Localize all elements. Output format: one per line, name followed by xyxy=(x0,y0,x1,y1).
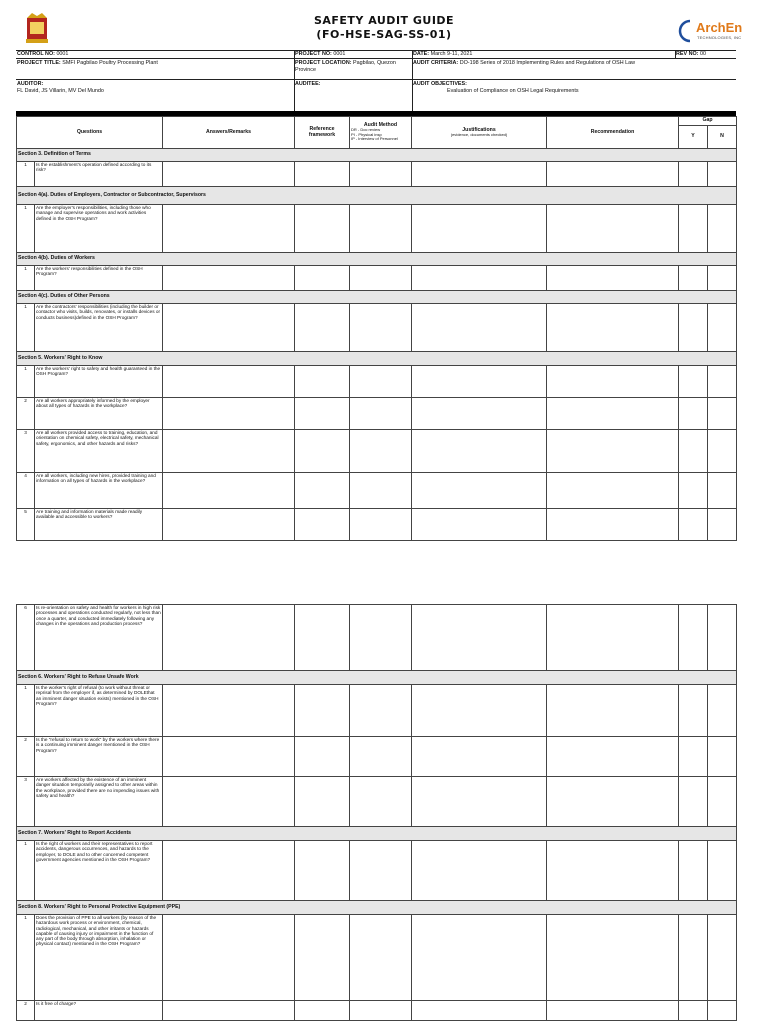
col-answers: Answers/Remarks xyxy=(163,117,295,149)
section-row: Section 4(c). Duties of Other Persons xyxy=(17,291,737,304)
section-row: Section 4(b). Duties of Workers xyxy=(17,253,737,266)
table-row: 1 Is the right of workers and their representatives to report accidents, dangerous occurrences, and hazards to the employer, to DOLE and to other concerned competent government agencies mentioned in the OSH Program? xyxy=(17,841,737,901)
project-location: PROJECT LOCATION: Pagbilao, Quezon Province xyxy=(295,60,396,73)
document-title: SAFETY AUDIT GUIDE xyxy=(313,14,455,27)
document-code: (FO-HSE-SAG-SS-01) xyxy=(316,28,452,41)
table-row: 1 Are the contractors' responsibilities (including the builder or contactor who visits, builds, renovates, or installs devices or conducts business)defined in the OSH Program? xyxy=(17,304,737,352)
col-questions: Questions xyxy=(17,117,163,149)
logo-text: ArchEn xyxy=(696,20,743,35)
table-row: 2 Is it free of charge? xyxy=(17,1001,737,1021)
project-title: PROJECT TITLE: SMFI Pagbilao Poultry Processing Plant xyxy=(17,60,158,66)
table-row: 6 Is re-orientation on safety and health for workers in high risk processes and operations conducted regularly, not less than once a quarter, and conducted immediately following any changes in the operations and production process? xyxy=(17,605,737,671)
col-reference: Reference framework xyxy=(295,117,350,149)
table-row: 1 Are the employer's responsibilities, including those who manage and supervise operations and work activities defined in the OSH Program? xyxy=(17,205,737,253)
auditee: AUDITEE: xyxy=(295,81,321,87)
col-audit-method: Audit Method DR - Doc review PI - Physical insp IP - Interview of Personnel xyxy=(350,117,412,149)
control-no: CONTROL NO: 0001 xyxy=(17,51,69,57)
table-row: 1 Are the workers' right to safety and health guaranteed in the OSH Program? xyxy=(17,366,737,398)
audit-criteria: AUDIT CRITERIA: DO-198 Series of 2018 Implementing Rules and Regulations of OSH Law xyxy=(413,60,636,66)
table-row: 4 Are all workers, including new hires, provided training and information on all types of hazards in the workplace? xyxy=(17,473,737,509)
section-row: Section 3. Definition of Terms xyxy=(17,149,737,162)
col-gap-n: N xyxy=(708,126,737,149)
section-row: Section 5. Workers' Right to Know xyxy=(17,352,737,366)
audit-table-page-1 xyxy=(16,116,737,541)
table-row: 1 Are the workers' responsibilities defined in the OSH Program? xyxy=(17,266,737,291)
section-row: Section 8. Workers' Right to Personal Protective Equipment (PPE) xyxy=(17,901,737,915)
section-row: Section 4(a). Duties of Employers, Contractor or Subcontractor, Supervisors xyxy=(17,187,737,205)
table-row: 2 Is the "refusal to return to work" by the workers where there is a continuing imminent danger mentioned in the OSH Program? xyxy=(17,737,737,777)
table-row: 1 Does the provision of PPE to all workers (by reason of the hazardous work process or environment, chemical, radiological, mechanical, and other irritants or hazards capable of causing injury or impairment in the function of any part of the body through absorption, inhalation or physical contact) mentioned in the OSH Program? xyxy=(17,915,737,1001)
page-gap xyxy=(0,560,768,598)
rev-no: REV NO: 00 xyxy=(676,51,706,57)
table-row: 2 Are all workers appropriately informed by the employer about all types of hazards in the workplace? xyxy=(17,398,737,430)
logo-subtext: TECHNOLOGIES, INC xyxy=(697,35,742,40)
project-no: PROJECT NO: 0001 xyxy=(295,51,346,57)
table-row: 1 Is the worker's right of refusal (to work without threat or reprisal from the employer if, as determined by DOLEthat an imminent danger situation exists) mentioned in the OSH Program? xyxy=(17,685,737,737)
col-gap: Gap xyxy=(679,117,737,126)
page-2 xyxy=(0,598,768,1024)
auditor: AUDITOR: FL David, JS Villarin, MV Del Mundo xyxy=(17,81,104,94)
section-row: Section 6. Workers' Right to Refuse Unsafe Work xyxy=(17,671,737,685)
table-row: 1 Is the establishment's operation defined according to its risk? xyxy=(17,162,737,187)
table-row: 3 Are workers affected by the existence of an imminent danger situation temporarily assigned to other areas within the workplace, provided there are no impending issues with safety and health? xyxy=(17,777,737,827)
table-row: 3 Are all workers provided access to training, education, and orientation on chemical safety, electrical safety, mechanical safety, ergonomics, and other hazards and risks? xyxy=(17,430,737,473)
audit-date: DATE: March 9-11, 2021 xyxy=(413,51,473,57)
audit-table-page-2 xyxy=(16,604,737,1021)
audit-objectives: AUDIT OBJECTIVES: Evaluation of Compliance on OSH Legal Requirements xyxy=(413,81,579,94)
col-justifications: Justifications (evidence, documents checked) xyxy=(412,117,547,149)
col-recommendation: Recommendation xyxy=(547,117,679,149)
col-gap-y: Y xyxy=(679,126,708,149)
section-row: Section 7. Workers' Right to Report Accidents xyxy=(17,827,737,841)
table-row: 5 Are training and information materials made readily available and accessible to workers? xyxy=(17,509,737,541)
document-title-block xyxy=(0,14,768,42)
